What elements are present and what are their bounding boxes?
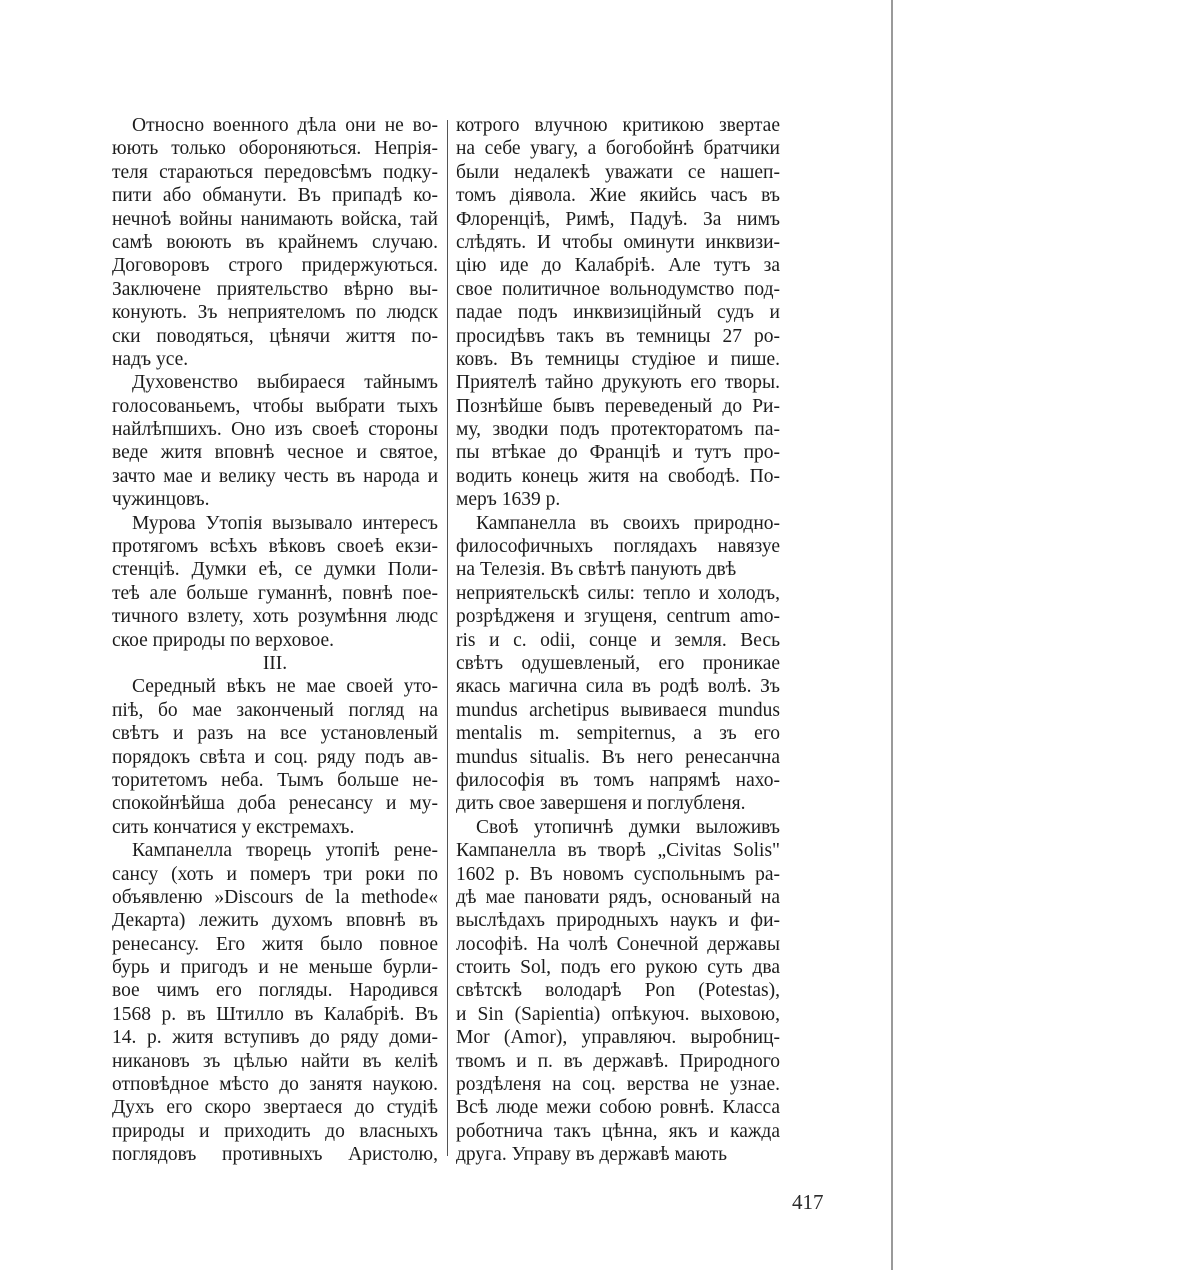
text-line: найлѣпшихъ. Оно изъ своеѣ стороны [112, 419, 438, 441]
text-line: сить кончатися у екстремахъ. [112, 816, 355, 838]
text-line: цію иде до Калабріѣ. Але тутъ за [456, 255, 780, 277]
text-line: юють только обороняються. Непрія- [112, 138, 438, 160]
text-line: Флоренціѣ, Римѣ, Падуѣ. За нимъ [456, 208, 780, 230]
text-line: котрого влучною критикою звертае [456, 115, 780, 136]
text-line: свѣтъ и разъ на все установленый [112, 723, 438, 745]
page-number: 417 [792, 1190, 824, 1214]
text-line: свѣтъ одушевленый, его проникае [456, 652, 780, 674]
text-line: спокойнѣйша доба ренесансу и му- [112, 793, 438, 815]
text-line: свое политичное вольнодумство под- [456, 278, 780, 300]
text-line: водить конець житя на свободѣ. По- [456, 465, 780, 487]
text-line: и Sin (Sapientia) опѣкуюч. выховою, [456, 1003, 780, 1025]
text-line: 1568 р. въ Штилло въ Калабріѣ. Въ [112, 1003, 438, 1025]
text-line: Заключене приятельство вѣрно вы- [112, 278, 438, 300]
text-line: нечноѣ войны нанимають войска, тай [112, 208, 438, 230]
text-line: были недалекѣ уважати се нашеп- [456, 161, 780, 183]
text-line: веде житя вповнѣ чесное и святое, [112, 442, 438, 464]
text-line: на себе увагу, а богобойнѣ братчики [456, 138, 780, 160]
text-line: свѣтскѣ володарѣ Pon (Potestas), [456, 980, 780, 1002]
text-line: Всѣ люде межи собою ровнѣ. Класса [456, 1097, 780, 1119]
text-line: протягомъ всѣхъ вѣковъ своеѣ екзи- [112, 536, 438, 558]
text-line: сансу (хоть и померъ три роки по [112, 863, 438, 885]
text-line: Духовенство выбираеся тайнымъ [132, 372, 438, 394]
text-line: дѣ мае пановати рядъ, основаный на [456, 886, 780, 908]
text-line: надъ усе. [112, 348, 189, 370]
text-line: Кампанелла въ творѣ „Civitas Solis" [456, 840, 780, 862]
text-line: голосованьемъ, чтобы выбрати тыхъ [112, 395, 438, 417]
text-line: ское природы по верховое. [112, 629, 335, 651]
text-line: стоить Sol, подъ его рукою суть два [456, 957, 780, 979]
text-line: Познѣйше бывъ переведеный до Ри- [456, 395, 780, 417]
text-line: падае подъ инквизиційный судъ и [456, 302, 780, 324]
right-text-column [456, 114, 780, 1167]
text-line: теля стараються передовсѣмъ подку- [112, 161, 438, 183]
text-line: Декарта) лежить духомъ вповнѣ въ [112, 910, 438, 932]
text-line: стенціѣ. Думки еѣ, се думки Поли- [112, 559, 438, 581]
text-line: вое чимъ его погляды. Народився [112, 980, 438, 1002]
text-line: mentalis m. sempiternus, а зъ его [456, 723, 780, 745]
text-line: Духъ его скоро звертаеся до студіѣ [112, 1097, 438, 1119]
text-line: Середный вѣкъ не мае своей уто- [132, 676, 438, 698]
text-line: 14. р. житя вступивъ до ряду доми- [112, 1027, 438, 1049]
text-line: розрѣдженя и згущеня, centrum amo- [456, 606, 780, 628]
text-line: му, зводки подъ протекторатомъ па- [456, 419, 780, 441]
text-line: объявленю »Discours de la methode« [112, 886, 438, 908]
text-line: неприятельскѣ силы: тепло и холодъ, [456, 582, 780, 604]
text-line: теѣ але больше гуманнѣ, повнѣ пое- [112, 582, 438, 604]
text-line: меръ 1639 р. [456, 489, 561, 511]
text-line: слѣдять. И чтобы оминути инквизи- [456, 231, 780, 253]
text-line: на Телезія. Въ свѣтѣ панують двѣ [456, 559, 737, 581]
text-line: якась магична сила въ родѣ волѣ. Зъ [456, 676, 780, 698]
left-text-column [112, 114, 438, 1167]
text-line: торитетомъ неба. Тымъ больше не- [112, 769, 438, 791]
text-line: Кампанелла творець утопіѣ рене- [132, 840, 438, 862]
text-line: піѣ, бо мае законченый погляд на [112, 699, 438, 721]
text-line: mundus archetipus вывиваеся mundus [456, 699, 780, 721]
text-line: томъ діявола. Жие якийсь часъ въ [456, 185, 780, 207]
text-line: mundus situalis. Въ него ренесанчна [456, 746, 780, 768]
text-line: лософіѣ. На чолѣ Сонечной державы [456, 933, 780, 955]
text-line: Приятелѣ тайно друкують его творы. [456, 372, 780, 394]
text-line: порядокъ свѣта и соц. ряду подъ ав- [112, 746, 438, 768]
text-line: Mor (Amor), управляюч. выробниц- [456, 1027, 780, 1049]
text-line: выслѣдахъ природныхъ наукъ и фи- [456, 910, 780, 932]
text-line: пити або обманути. Въ припадѣ ко- [112, 185, 438, 207]
text-line: дить свое завершеня и поглубленя. [456, 793, 746, 815]
text-line: Мурова Утопія вызывало интересъ [132, 512, 438, 534]
text-line: Договоровъ строго придержуються. [112, 255, 438, 277]
text-line: отповѣдное мѣсто до занятя наукою. [112, 1074, 438, 1096]
text-line: ris и с. odii, сонце и земля. Весь [456, 629, 780, 651]
text-line: пы втѣкае до Франціѣ и тутъ про- [456, 442, 780, 464]
text-line: самѣ воюють въ крайнемъ случаю. [112, 231, 438, 253]
text-line: поглядовъ противныхъ Аристолю, [112, 1144, 438, 1166]
text-line: бурь и пригодъ и не меньше бурли- [112, 957, 438, 979]
column-divider [447, 120, 448, 1156]
text-line: тичного взлету, хоть розумѣння людс [112, 606, 438, 628]
text-line: философія въ томъ напрямѣ нахо- [456, 769, 780, 791]
text-line: зачто мае и велику честь въ народа и [112, 465, 438, 487]
text-line: друга. Управу въ державѣ мають [456, 1144, 728, 1166]
text-line: III. [262, 652, 288, 674]
text-line: роздѣленя на соц. верства не узнае. [456, 1074, 780, 1096]
text-line: чужинцовъ. [112, 489, 210, 511]
text-line: Своѣ утопичнѣ думки выложивъ [476, 816, 780, 838]
text-line: Относно военного дѣла они не во- [132, 115, 438, 136]
text-line: ски поводяться, цѣнячи життя по- [112, 325, 438, 347]
text-line: природы и приходить до власныхъ [112, 1120, 438, 1142]
text-line: философичныхъ поглядахъ навязуе [456, 536, 780, 558]
text-line: 1602 р. Въ новомъ суспольнымъ ра- [456, 863, 780, 885]
text-line: ковъ. Въ темницы студіюе и пише. [456, 348, 780, 370]
text-line: конують. Зъ неприятеломъ по людск [112, 302, 438, 324]
text-line: ренесансу. Его житя было повное [112, 933, 438, 955]
text-line: роботнича такъ цѣнна, якъ и кажда [456, 1120, 780, 1142]
text-line: Кампанелла въ своихъ природно- [476, 512, 780, 534]
text-line: просидѣвъ такъ въ темницы 27 ро- [456, 325, 780, 347]
text-line: твомъ и п. въ державѣ. Природного [456, 1050, 780, 1072]
text-line: никановъ зъ цѣлью найти въ келіѣ [112, 1050, 438, 1072]
